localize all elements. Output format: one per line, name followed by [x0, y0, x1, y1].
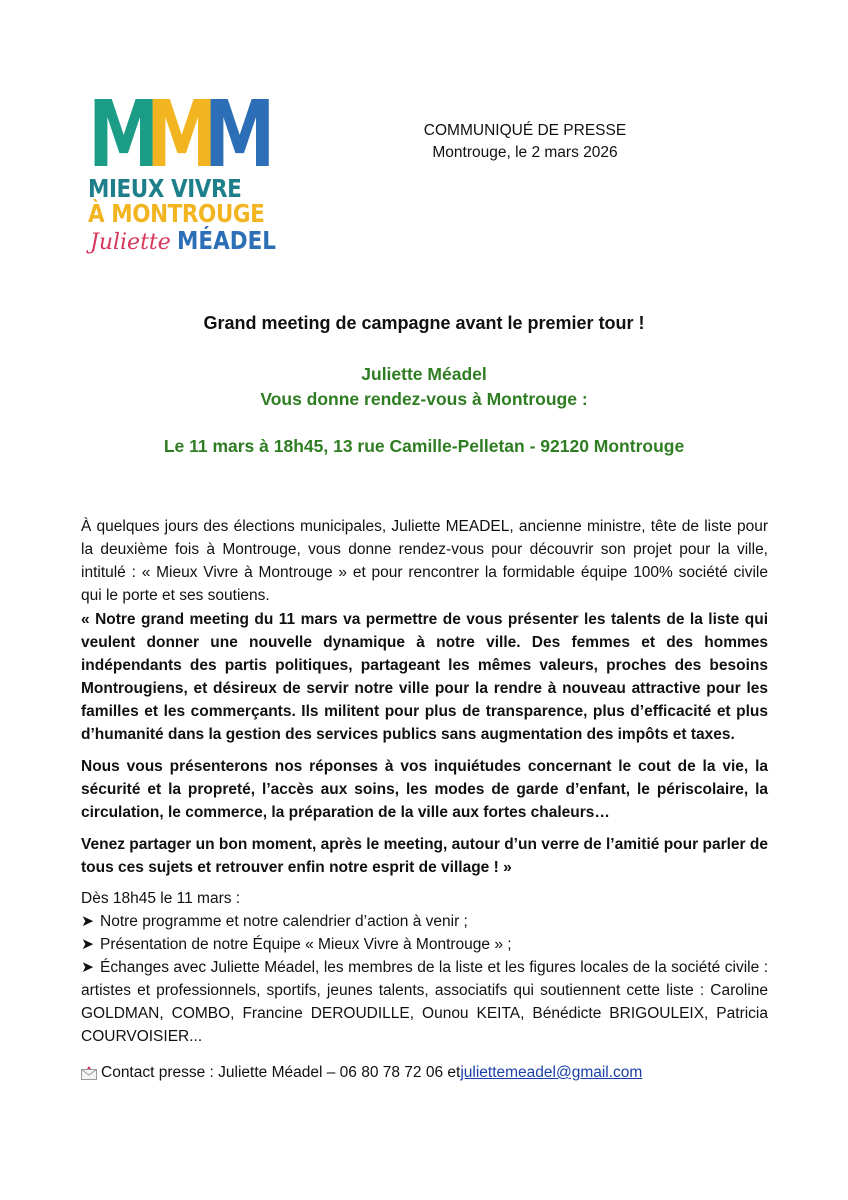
list-item: [81, 910, 768, 933]
arrow-bullet-icon: ➤: [81, 959, 94, 976]
logo-line-montrouge: À MONTROUGE: [88, 199, 265, 228]
list-item-text: Échanges avec Juliette Méadel, les membres de la liste et les figures locales de la société civile : artistes et professionnels, sportifs, jeunes talents, associatifs qui soutiennent cette liste : Caroline GOLDMAN, COMBO, Francine DEROUDILLE, Ounou KEITA, Bénédicte BRIGOULEIX, Patricia COURVOISIER...: [81, 959, 768, 1045]
contact-label: Contact presse : Juliette Méadel – 06 80 78 72 06 et: [101, 1064, 461, 1081]
arrow-bullet-icon: ➤: [81, 936, 94, 953]
logo-letter-m2: M: [146, 81, 210, 188]
logo-signature: Juliette: [90, 230, 171, 255]
quote-paragraph-1: « Notre grand meeting du 11 mars va permettre de vous présenter les talents de la liste qui veulent donner une nouvelle dynamique à notre ville. Des femmes et des hommes indépendants des partis politiques, partageant les mêmes valeurs, proches des besoins Montrougiens, et désireux de servir notre ville pour la rendre à nouveau attractive pour les familles et les commerçants. Ils militent pour plus de transparence, plus d’efficacité et plus d’humanité dans la gestion des services publics sans augmentation des impôts et taxes.: [81, 611, 768, 743]
list-item: [81, 933, 768, 956]
list-item: [81, 956, 768, 1048]
event-date-address: Le 11 mars à 18h45, 13 rue Camille-Pelletan - 92120 Montrouge: [163, 436, 685, 456]
highlight-block: [0, 362, 848, 412]
logo-line-mieux-vivre: MIEUX VIVRE: [88, 174, 242, 203]
page-title: Grand meeting de campagne avant le premier tour !: [203, 313, 645, 333]
press-header: [400, 120, 650, 164]
list-item-text: Notre programme et notre calendrier d’action à venir ;: [100, 913, 468, 930]
contact-email-link[interactable]: juliettemeadel@gmail.com: [460, 1064, 643, 1081]
list-item-text: Présentation de notre Équipe « Mieux Vivre à Montrouge » ;: [100, 936, 512, 953]
campaign-logo: [88, 81, 276, 258]
press-contact: [81, 1064, 642, 1082]
logo-mmm: [88, 81, 268, 188]
logo-surname: MÉADEL: [176, 226, 276, 255]
intro-text: À quelques jours des élections municipales, Juliette MEADEL, ancienne ministre, tête de liste pour la deuxième fois à Montrouge, vous donne rendez-vous pour découvrir son projet pour la ville, intitulé : « Mieux Vivre à Montrouge » et pour rencontrer la formidable équipe 100% société civile qui le porte et ses soutiens.: [81, 518, 768, 604]
invite-line: Vous donne rendez-vous à Montrouge :: [260, 389, 588, 409]
quote-block: [81, 608, 768, 888]
envelope-icon: [81, 1066, 97, 1080]
place-date: Montrouge, le 2 mars 2026: [432, 144, 618, 161]
logo-letter-m3: M: [204, 81, 268, 188]
quote-paragraph-2: Nous vous présenterons nos réponses à vos inquiétudes concernant le cout de la vie, la sécurité et la propreté, l’accès aux soins, les modes de garde d’enfant, le périscolaire, la circulation, le commerce, la préparation de la ville aux fortes chaleurs…: [81, 758, 768, 821]
logo-letter-m1: M: [88, 81, 152, 188]
intro-paragraph: [81, 515, 768, 607]
program-list: [81, 887, 768, 1048]
quote-paragraph-3: Venez partager un bon moment, après le meeting, autour d’un verre de l’amitié pour parler de tous ces sujets et retrouver enfin notre esprit de village ! »: [81, 836, 768, 876]
candidate-name: Juliette Méadel: [361, 364, 487, 384]
arrow-bullet-icon: ➤: [81, 913, 94, 930]
logo-line-name: [88, 226, 276, 258]
program-heading: Dès 18h45 le 11 mars :: [81, 890, 241, 907]
document-type: COMMUNIQUÉ DE PRESSE: [423, 122, 627, 139]
